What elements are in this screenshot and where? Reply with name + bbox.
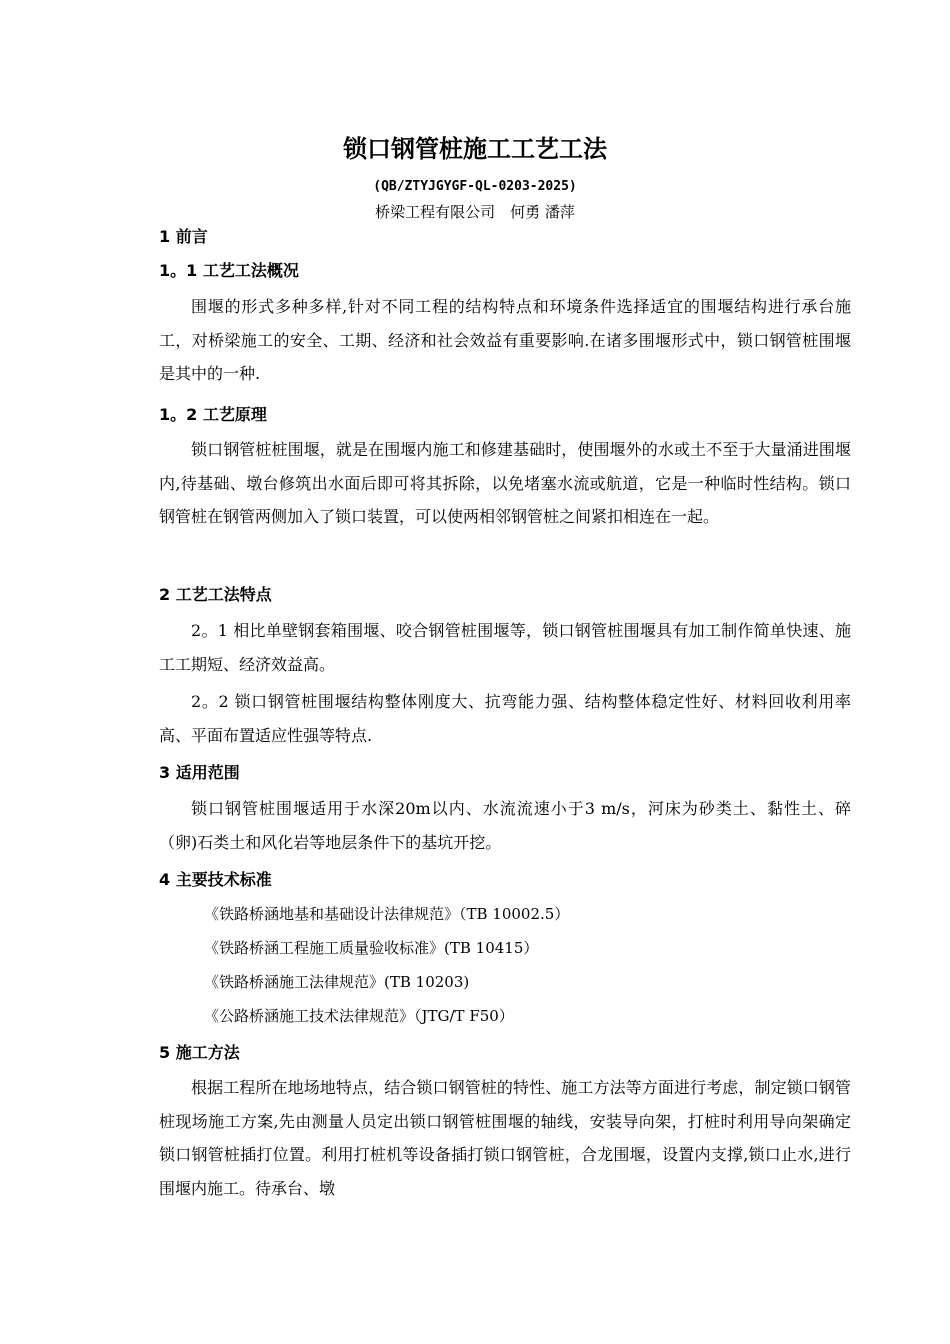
document-authors: 桥梁工程有限公司 何勇 潘萍 (375, 203, 575, 221)
paragraph-method: 根据工程所在地场地特点，结合锁口钢管桩的特性、施工方法等方面进行考虑，制定锁口钢管桩现场施工方案,先由测量人员定出锁口钢管桩围堰的轴线，安装导向架，打桩时利用导向架确定锁口钢管桩插打位置。利用打桩机等设备插打锁口钢管桩，合龙围堰，设置内支撑,锁口止水,进行围堰内施工。待承台、墩 (159, 1078, 851, 1198)
document-code: (QB/ZTYJGYGF-QL-0203-2025) (373, 179, 577, 194)
heading-section-1-1: 1。1 工艺工法概况 (159, 261, 299, 280)
standard-item: 《铁路桥涵施工法律规范》(TB 10203) (204, 973, 470, 991)
document-title: 锁口钢管桩施工工艺工法 (343, 135, 607, 163)
heading-section-5: 5 施工方法 (159, 1043, 240, 1062)
paragraph-principle: 锁口钢管桩桩围堰，就是在围堰内施工和修建基础时，使围堰外的水或土不至于大量涌进围堰内,待基础、墩台修筑出水面后即可将其拆除，以免堵塞水流或航道，它是一种临时性结构。锁口钢管桩在钢管两侧加入了锁口装置，可以使两相邻钢管桩之间紧扣相连在一起。 (159, 440, 851, 526)
standard-item: 《铁路桥涵地基和基础设计法律规范》（TB 10002.5） (204, 905, 570, 923)
heading-section-1-2: 1。2 工艺原理 (159, 405, 267, 424)
paragraph-overview: 围堰的形式多种多样,针对不同工程的结构特点和环境条件选择适宜的围堰结构进行承台施工，对桥梁施工的安全、工期、经济和社会效益有重要影响.在诸多围堰形式中，锁口钢管桩围堰是其中的一种. (159, 297, 851, 383)
heading-section-1: 1 前言 (159, 227, 208, 246)
heading-section-2: 2 工艺工法特点 (159, 585, 272, 604)
standard-item: 《铁路桥涵工程施工质量验收标准》(TB 10415） (204, 939, 539, 957)
standard-item: 《公路桥涵施工技术法律规范》（JTG/T F50） (204, 1007, 514, 1025)
paragraph-feature-2: 2。2 锁口钢管桩围堰结构整体刚度大、抗弯能力强、结构整体稳定性好、材料回收利用率高、平面布置适应性强等特点. (159, 692, 851, 745)
paragraph-feature-1: 2。1 相比单壁钢套箱围堰、咬合钢管桩围堰等，锁口钢管桩围堰具有加工制作简单快速、施工工期短、经济效益高。 (159, 621, 851, 674)
heading-section-3: 3 适用范围 (159, 763, 240, 782)
paragraph-scope: 锁口钢管桩围堰适用于水深20m以内、水流流速小于3 m/s，河床为砂类土、黏性土、碎（卵)石类土和风化岩等地层条件下的基坑开挖。 (159, 799, 851, 852)
heading-section-4: 4 主要技术标准 (159, 870, 272, 889)
